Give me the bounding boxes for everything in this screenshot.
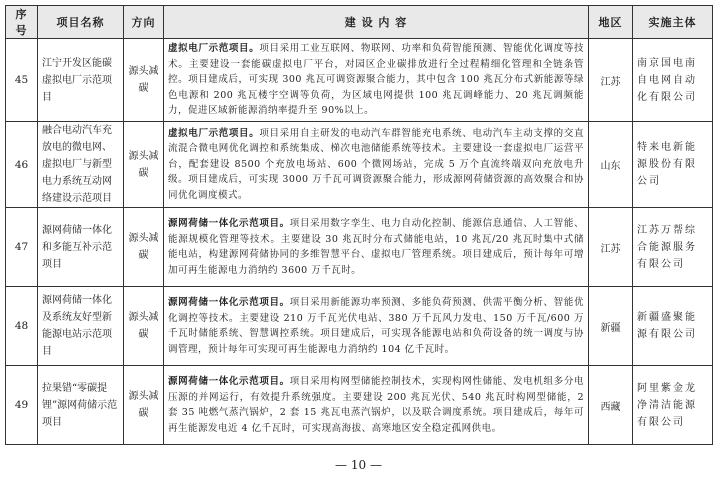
- row-entity: 新疆盛聚能源有限公司: [633, 287, 713, 366]
- row-project-name: 江宁开发区能碳虚拟电厂示范项目: [38, 39, 124, 122]
- row-content: [164, 287, 589, 366]
- row-direction: 源头减碳: [124, 287, 164, 366]
- header-direction: 方向: [124, 6, 164, 39]
- content-title: 源网荷储一体化示范项目。: [168, 297, 290, 308]
- row-entity: 江苏万帮综合能源服务有限公司: [633, 208, 713, 287]
- row-num: 46: [6, 122, 38, 208]
- row-project-name: 融合电动汽车充放电的微电网、虚拟电厂与新型电力系统互动网络建设示范项目: [38, 122, 124, 208]
- table-row: [6, 208, 713, 287]
- row-region: 江苏: [589, 208, 633, 287]
- row-content: [164, 122, 589, 208]
- row-direction: 源头减碳: [124, 39, 164, 122]
- row-region: 新疆: [589, 287, 633, 366]
- row-content: [164, 366, 589, 445]
- content-body: 项目采用数字孪生、电力自动化控制、能源信息通信、人工智能、能源规模化管理等技术。主要建设 30 兆瓦时分布式储能电站，10 兆瓦/20 兆瓦时集中式储能电站，构建源网荷储协同的多维智慧平台、虚拟电厂管理系统。项目建成后，预计每年可增加可再生能源电力消纳约 3600 万千瓦时。: [168, 218, 584, 276]
- row-region: 西藏: [589, 366, 633, 445]
- row-project-name: 源网荷储一体化和多能互补示范项目: [38, 208, 124, 287]
- page-number: — 10 —: [335, 458, 382, 472]
- row-project-name: 拉果错“零碳提锂”源网荷储示范项目: [38, 366, 124, 445]
- row-entity: 阿里紫金龙净清洁能源有限公司: [633, 366, 713, 445]
- row-region: 山东: [589, 122, 633, 208]
- row-entity: 南京国电南自电网自动化有限公司: [633, 39, 713, 122]
- row-region: 江苏: [589, 39, 633, 122]
- row-content: [164, 39, 589, 122]
- projects-table: [5, 5, 713, 445]
- header-entity: 实施主体: [633, 6, 713, 39]
- row-content: [164, 208, 589, 287]
- row-entity: 特来电新能源股份有限公司: [633, 122, 713, 208]
- row-direction: 源头减碳: [124, 208, 164, 287]
- row-num: 49: [6, 366, 38, 445]
- table-row: [6, 366, 713, 445]
- table-header-row: [6, 6, 713, 39]
- content-body: 项目采用自主研发的电动汽车群智能充电系统、电动汽车主动支撑的交直流混合微电网优化调控和系统集成、梯次电池储能系统等技术。主要建设一套虚拟电厂运营平台，配套建设 8500 个充放电场站、600 个微网场站，完成 5 万个直流终端双向充放电升级。项目建成后，可实现 3000 万千瓦可调资源聚合能力，形成源网荷储资源的高效聚合和协同优化调度模式。: [168, 127, 584, 201]
- row-direction: 源头减碳: [124, 122, 164, 208]
- header-name: 项目名称: [38, 6, 124, 39]
- content-title: 虚拟电厂示范项目。: [168, 43, 260, 55]
- content-body: 项目采用工业互联网、物联网、功率和负荷智能预测、智能优化调度等技术。主要建设一套能碳虚拟电厂平台，对园区企业碳排放进行全过程精细化管理和全链条管控。项目建成后，可实现 300 兆瓦可调资源聚合能力，其中包含 100 兆瓦分布式新能源等绿色电源和 200 兆瓦楼宇空调等负荷，为区域电网提供 100 兆瓦调峰能力、20 兆瓦调频能力，促进区域新能源消纳率提升至 90%以上。: [168, 43, 584, 117]
- header-content: 建 设 内 容: [164, 6, 589, 39]
- row-num: 47: [6, 208, 38, 287]
- row-project-name: 源网荷储一体化及系统友好型新能源电站示范项目: [38, 287, 124, 366]
- header-region: 地区: [589, 6, 633, 39]
- table-row: [6, 122, 713, 208]
- content-title: 源网荷储一体化示范项目。: [168, 376, 290, 387]
- header-num: 序号: [6, 6, 38, 39]
- row-direction: 源头减碳: [124, 366, 164, 445]
- row-num: 45: [6, 39, 38, 122]
- table-row: [6, 39, 713, 122]
- content-body: 项目采用新能源功率预测、多能负荷预测、供需平衡分析、智能优化调控等技术。主要建设 210 万千瓦光伏电站、380 万千瓦风力发电、150 万千瓦/600 万千瓦时储能系统、智慧调控系统。项目建成后，可实现各能源电站和负荷设备的统一调度与协调管理，预计每年可实现可再生能源电力消纳约 104 亿千瓦时。: [168, 297, 584, 355]
- table-row: [6, 287, 713, 366]
- content-title: 虚拟电厂示范项目。: [168, 127, 260, 139]
- content-body: 项目采用构网型储能控制技术，实现构网性储能、发电机组多分电压源的并网运行，有效提升系统强度。主要建设 200 兆瓦光伏、540 兆瓦时构网型储能，2 套 35 吨燃气蒸汽锅炉，2 套 15 兆瓦电蒸汽锅炉，以及联合调度系统。项目建成后，每年可再生能源发电近 4 亿千瓦时，可实现高海拔、高寒地区安全稳定孤网供电。: [168, 376, 584, 434]
- row-num: 48: [6, 287, 38, 366]
- content-title: 源网荷储一体化示范项目。: [168, 218, 290, 229]
